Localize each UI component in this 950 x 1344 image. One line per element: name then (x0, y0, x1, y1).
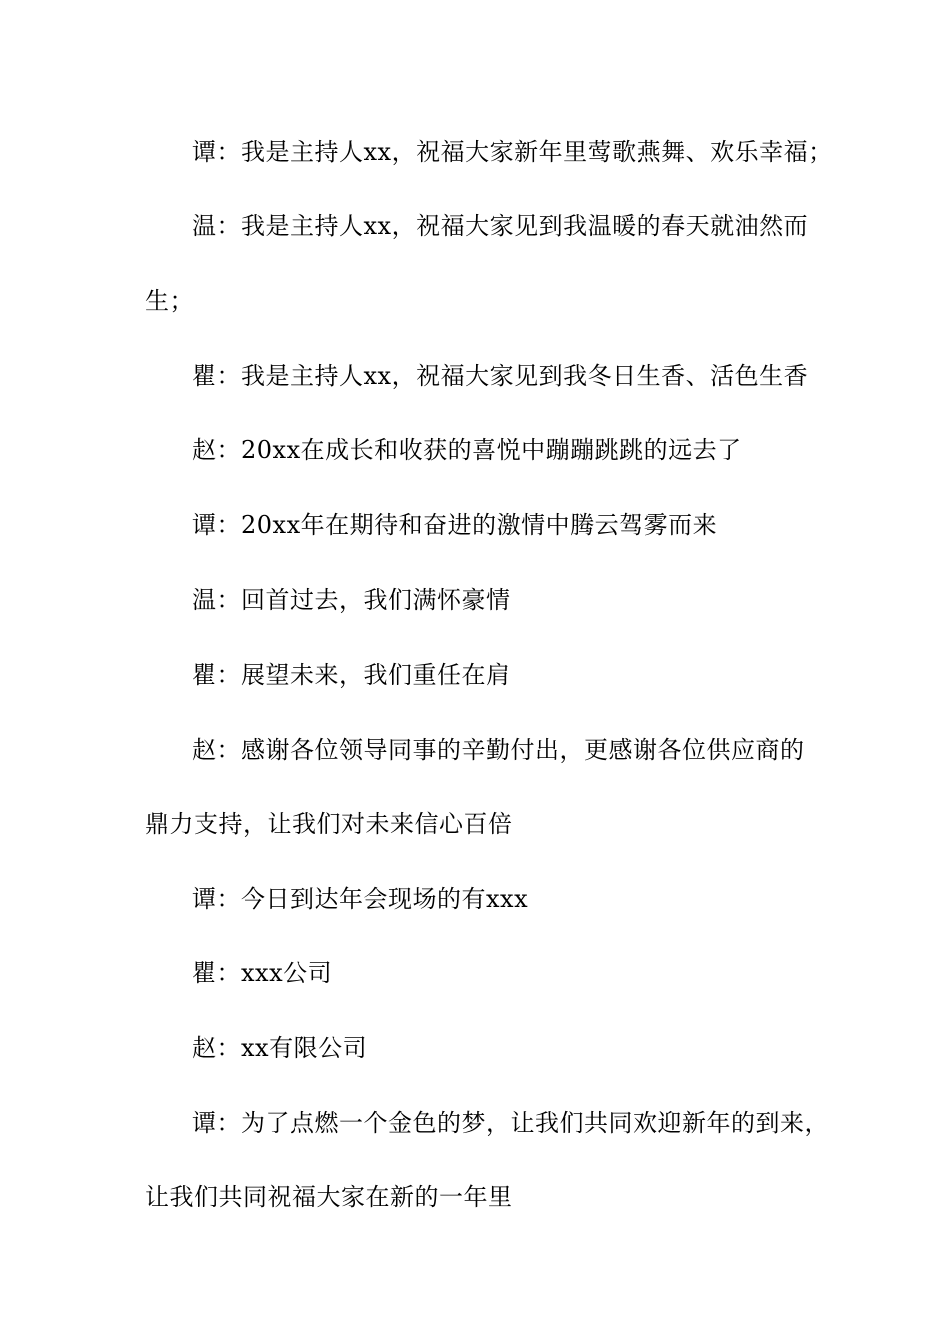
dialogue-line: 谭：20xx年在期待和奋进的激情中腾云驾雾而来 (192, 511, 718, 539)
dialogue-line: 赵：xx有限公司 (192, 1034, 368, 1062)
dialogue-line: 瞿：xxx公司 (192, 959, 333, 987)
dialogue-line-continuation: 生； (145, 287, 194, 315)
dialogue-line: 温：我是主持人xx，祝福大家见到我温暖的春天就油然而 (192, 212, 809, 240)
dialogue-line-continuation: 让我们共同祝福大家在新的一年里 (145, 1183, 513, 1211)
dialogue-line: 谭：为了点燃一个金色的梦，让我们共同欢迎新年的到来， (192, 1109, 829, 1137)
dialogue-line: 瞿：我是主持人xx，祝福大家见到我冬日生香、活色生香 (192, 362, 809, 390)
dialogue-line: 谭：今日到达年会现场的有xxx (192, 885, 529, 913)
dialogue-line-continuation: 鼎力支持，让我们对未来信心百倍 (145, 810, 513, 838)
dialogue-line: 赵：感谢各位领导同事的辛勤付出，更感谢各位供应商的 (192, 736, 805, 764)
dialogue-line: 温：回首过去，我们满怀豪情 (192, 586, 511, 614)
dialogue-line: 瞿：展望未来，我们重任在肩 (192, 661, 511, 689)
dialogue-line: 赵：20xx在成长和收获的喜悦中蹦蹦跳跳的远去了 (192, 436, 742, 464)
dialogue-line: 谭：我是主持人xx，祝福大家新年里莺歌燕舞、欢乐幸福； (192, 138, 833, 166)
